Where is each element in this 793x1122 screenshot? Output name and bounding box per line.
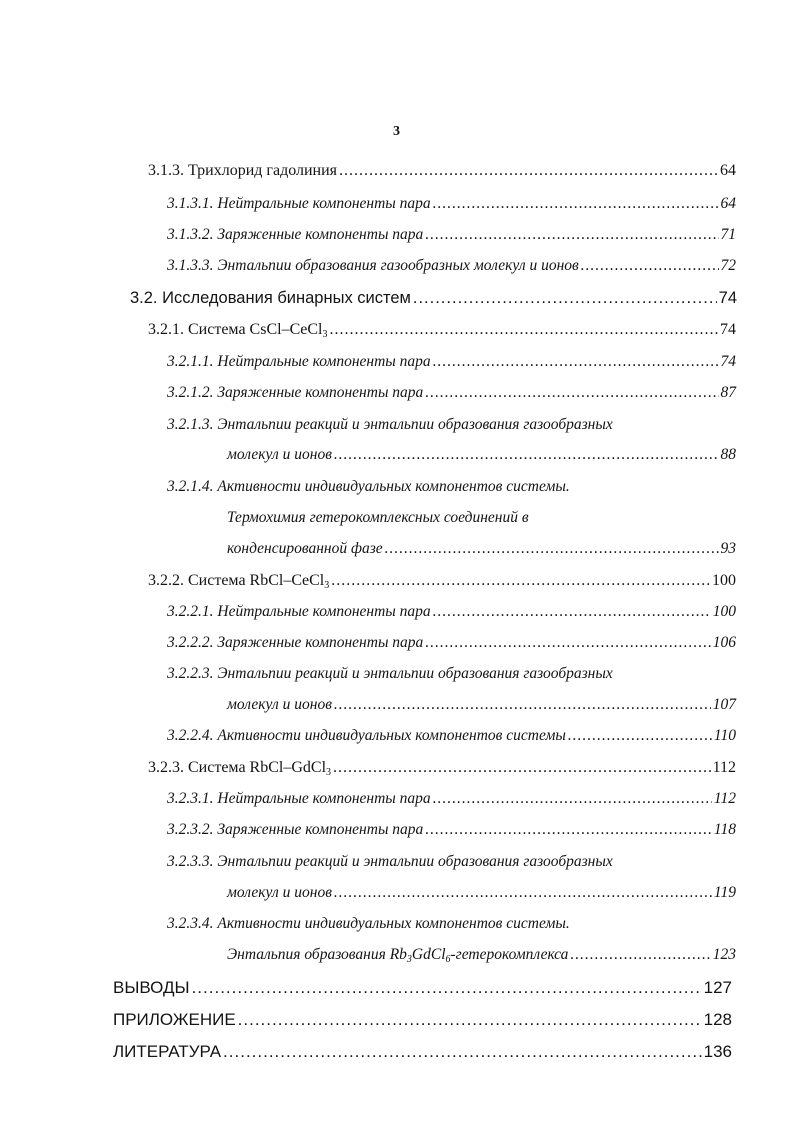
toc-entry-text: Термохимия гетерокомплексных соединений в: [227, 509, 529, 526]
toc-page-number: 74: [720, 353, 736, 370]
toc-entry-text: 3.1.3.2. Заряженные компоненты пара: [167, 226, 424, 243]
toc-entry-text[interactable]: 3.2.1.4. Активности индивидуальных компонентов системы.: [167, 478, 570, 495]
toc-page-number: 71: [720, 226, 736, 243]
toc-entry[interactable]: [167, 821, 736, 839]
dot-leader: [334, 446, 719, 464]
dot-leader: [433, 790, 712, 808]
toc-page-number: 72: [720, 257, 736, 274]
dot-leader: [329, 321, 718, 339]
toc-entry[interactable]: [167, 226, 736, 244]
dot-leader: [339, 162, 718, 180]
toc-page-number: 100: [712, 603, 736, 620]
toc-entry[interactable]: [113, 1010, 732, 1030]
toc-entry[interactable]: [148, 759, 736, 777]
toc-entry-text: 3.1.3. Трихлорид гадолиния: [148, 162, 338, 179]
toc-page-number: 64: [720, 162, 736, 179]
toc-entry-text: 3.2.3. Система RbCl–GdCl$_3$: [148, 759, 332, 778]
dot-leader: [192, 978, 702, 998]
toc-page-number: 123: [712, 946, 736, 963]
toc-entry[interactable]: [167, 195, 736, 213]
page-number: 3: [393, 124, 400, 139]
toc-entry-text: Энтальпия образования $Rb_3GdCl_6$-гетерокомплекса: [227, 946, 569, 965]
toc-entry-text[interactable]: 3.2.3.4. Активности индивидуальных компонентов системы.: [167, 915, 570, 932]
toc-page-number: 74: [718, 289, 737, 307]
toc-page-number: 93: [720, 540, 736, 557]
dot-leader: [581, 257, 719, 275]
toc-entry[interactable]: [227, 884, 736, 902]
toc-page-number: 64: [720, 195, 736, 212]
toc-entry[interactable]: [227, 540, 736, 558]
dot-leader: [385, 540, 719, 558]
dot-leader: [413, 289, 717, 308]
toc-entry-text: 3.2.2.2. Заряженные компоненты пара: [167, 634, 424, 651]
toc-page-number: 107: [712, 696, 736, 713]
toc-entry[interactable]: [113, 1042, 732, 1062]
toc-page-number: 119: [713, 884, 736, 901]
dot-leader: [331, 572, 710, 590]
toc-entry[interactable]: [167, 603, 736, 621]
toc-entry-text[interactable]: 3.2.1.3. Энтальпии реакций и энтальпии образования газообразных: [167, 416, 613, 433]
dot-leader: [433, 603, 711, 621]
toc-entry[interactable]: [167, 257, 736, 275]
dot-leader: [333, 759, 711, 777]
dot-leader: [433, 353, 719, 371]
toc-entry-text: 3.1.3.3. Энтальпии образования газообразных молекул и ионов: [167, 257, 579, 274]
toc-entry-text: молекул и ионов: [227, 446, 332, 463]
toc-entry-text: конденсированной фазе: [227, 540, 383, 557]
toc-page-number: 74: [720, 321, 736, 338]
dot-leader: [570, 946, 710, 964]
dot-leader: [433, 195, 719, 213]
toc-entry[interactable]: [227, 696, 736, 714]
toc-entry-text: ВЫВОДЫ: [113, 978, 190, 997]
toc-entry-text: 3.1.3.1. Нейтральные компоненты пара: [167, 195, 431, 212]
toc-entry-text: ЛИТЕРАТУРА: [113, 1042, 222, 1061]
toc-entry[interactable]: [148, 572, 736, 590]
dot-leader: [425, 821, 712, 839]
toc-entry[interactable]: [167, 353, 736, 371]
toc-entry-text: 3.2.1.2. Заряженные компоненты пара: [167, 384, 424, 401]
toc-entry-text: 3.2.3.2. Заряженные компоненты пара: [167, 821, 424, 838]
toc-page-number: 127: [703, 978, 732, 997]
dot-leader: [223, 1042, 702, 1062]
toc-entry-text: 3.2.2.4. Активности индивидуальных компонентов системы: [167, 727, 566, 744]
toc-page-number: 112: [713, 790, 736, 807]
toc-entry[interactable]: [167, 634, 736, 652]
dot-leader: [425, 226, 718, 244]
toc-entry[interactable]: [167, 790, 736, 808]
toc-page-number: 112: [712, 759, 736, 776]
toc-entry-text: ПРИЛОЖЕНИЕ: [113, 1010, 236, 1029]
toc-page-number: 118: [713, 821, 736, 838]
toc-entry[interactable]: [167, 384, 736, 402]
dot-leader: [238, 1010, 702, 1030]
toc-entry-text: молекул и ионов: [227, 884, 332, 901]
dot-leader: [425, 384, 718, 402]
toc-entry[interactable]: [130, 289, 737, 308]
toc-entry[interactable]: [148, 321, 736, 339]
toc-entry-text: 3.2.1. Система CsCl–CeCl$_3$: [148, 321, 328, 340]
toc-page-number: 100: [712, 572, 736, 589]
toc-entry[interactable]: [167, 727, 736, 745]
toc-entry-text: 3.2.2. Система RbCl–CeCl$_3$: [148, 572, 330, 591]
toc-entry[interactable]: [113, 978, 732, 998]
toc-entry[interactable]: [227, 446, 736, 464]
dot-leader: [425, 634, 710, 652]
dot-leader: [334, 884, 712, 902]
toc-page-number: 87: [720, 384, 736, 401]
toc-entry-text: 3.2.2.1. Нейтральные компоненты пара: [167, 603, 431, 620]
dot-leader: [334, 696, 711, 714]
toc-entry-text: 3.2.3.1. Нейтральные компоненты пара: [167, 790, 431, 807]
toc-entry[interactable]: [148, 162, 736, 180]
toc-page-number: 128: [703, 1010, 732, 1029]
toc-entry-text[interactable]: 3.2.2.3. Энтальпии реакций и энтальпии образования газообразных: [167, 665, 613, 682]
toc-page-number: 110: [713, 727, 736, 744]
toc-page-number: 88: [720, 446, 736, 463]
toc-entry-text: 3.2.1.1. Нейтральные компоненты пара: [167, 353, 431, 370]
toc-entry-text: молекул и ионов: [227, 696, 332, 713]
toc-entry[interactable]: [227, 946, 736, 964]
toc-entry-text: 3.2. Исследования бинарных систем: [130, 289, 411, 307]
toc-page-number: 136: [703, 1042, 732, 1061]
toc-entry-text[interactable]: 3.2.3.3. Энтальпии реакций и энтальпии образования газообразных: [167, 853, 613, 870]
toc-page-number: 106: [712, 634, 736, 651]
dot-leader: [568, 727, 712, 745]
